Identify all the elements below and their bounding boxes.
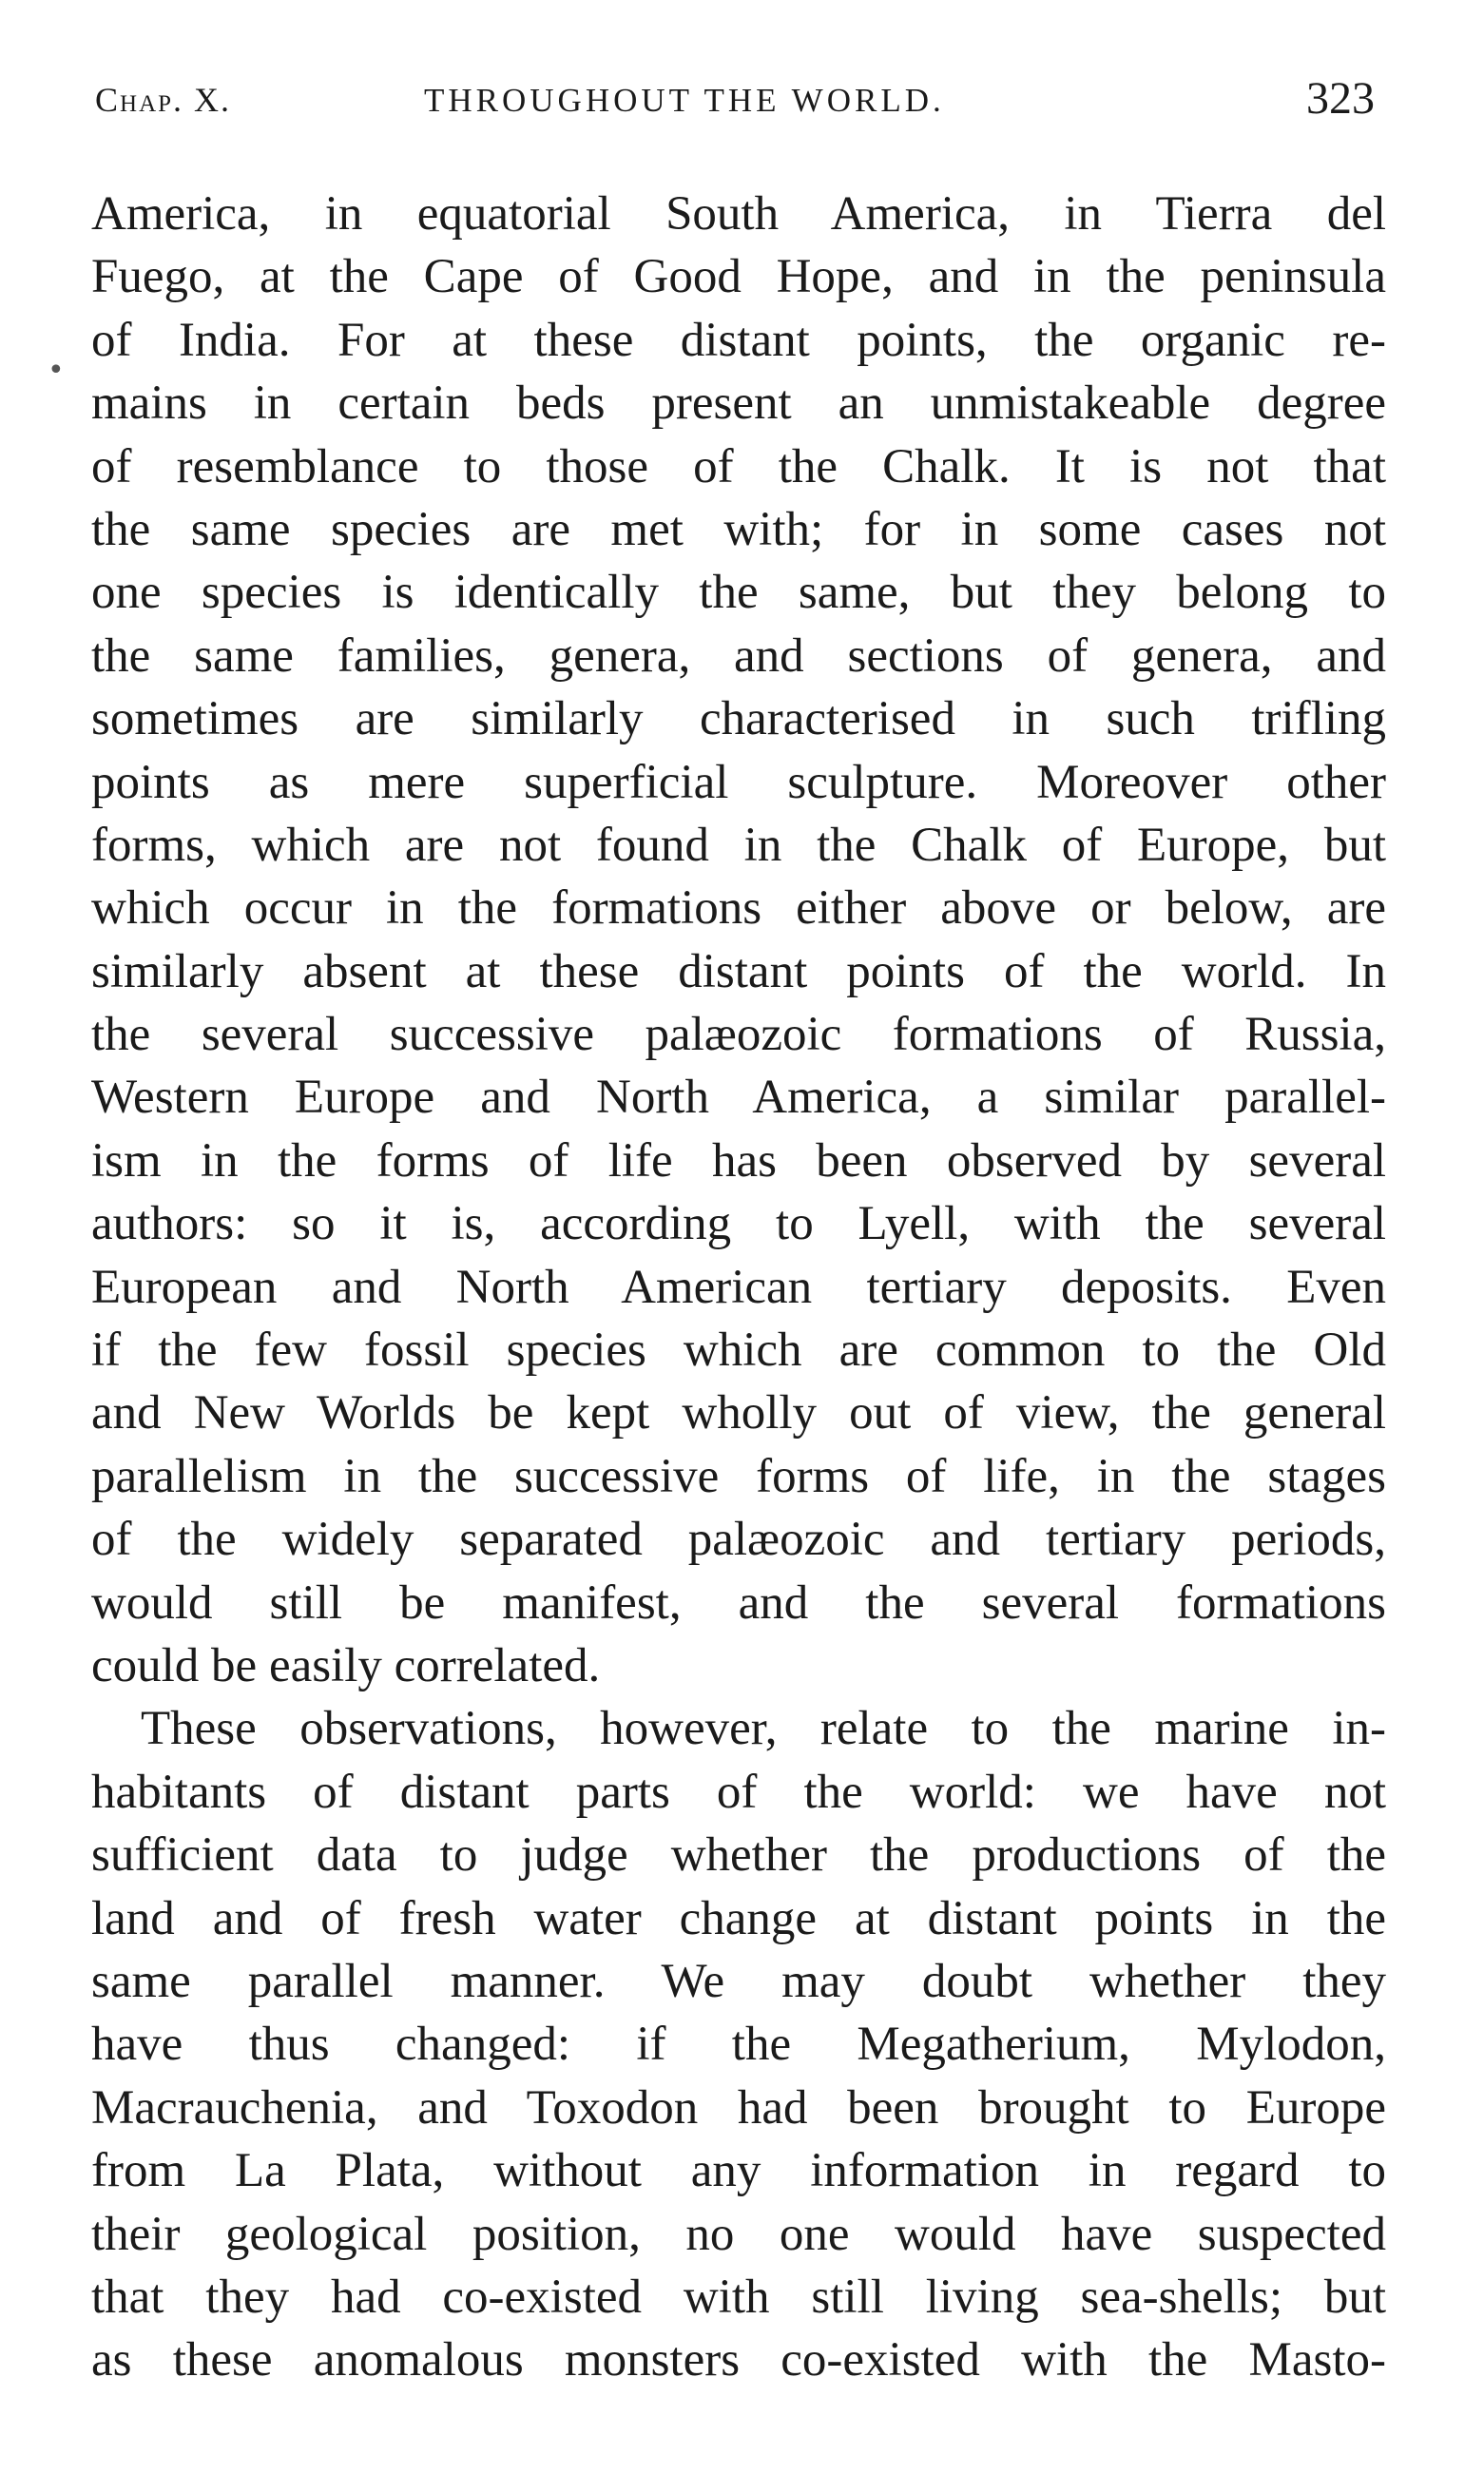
text-line: land and of fresh water change at distant points in the bbox=[91, 1891, 1386, 1945]
text-line: as these anomalous monsters co-existed with the Masto- bbox=[91, 2333, 1386, 2387]
text-line: their geological position, no one would have suspected bbox=[91, 2207, 1386, 2261]
text-line: which occur in the formations either above or below, are bbox=[91, 881, 1386, 936]
body-text bbox=[91, 183, 1386, 2392]
text-line: ism in the forms of life has been observed by several bbox=[91, 1133, 1386, 1188]
text-line: would still be manifest, and the several formations bbox=[91, 1575, 1386, 1630]
text-line: sometimes are similarly characterised in such trifling bbox=[91, 692, 1386, 746]
text-line: of the widely separated palæozoic and tertiary periods, bbox=[91, 1513, 1386, 1567]
text-line: mains in certain beds present an unmistakeable degree bbox=[91, 377, 1386, 431]
text-line: from La Plata, without any information in regard to bbox=[91, 2144, 1386, 2198]
text-line: same parallel manner. We may doubt whether they bbox=[91, 1954, 1386, 2008]
text-line: Macrauchenia, and Toxodon had been brought to Europe bbox=[91, 2080, 1386, 2135]
margin-mark: • bbox=[48, 354, 65, 387]
text-line: of India. For at these distant points, the organic re- bbox=[91, 313, 1386, 367]
text-line: These observations, however, relate to the marine in- bbox=[141, 1702, 1386, 1756]
text-line: the several successive palæozoic formations of Russia, bbox=[91, 1008, 1386, 1062]
text-line: sufficient data to judge whether the productions of the bbox=[91, 1828, 1386, 1883]
text-line: forms, which are not found in the Chalk of Europe, but bbox=[91, 818, 1386, 872]
running-title: THROUGHOUT THE WORLD. bbox=[424, 82, 945, 119]
text-line: and New Worlds be kept wholly out of view, the general bbox=[91, 1386, 1386, 1440]
text-line: of resemblance to those of the Chalk. It is not that bbox=[91, 439, 1386, 493]
text-line: similarly absent at these distant points of the world. In bbox=[91, 944, 1386, 998]
text-line: Fuego, at the Cape of Good Hope, and in the peninsula bbox=[91, 250, 1386, 304]
paragraph-2 bbox=[91, 1697, 1386, 2391]
text-line: could be easily correlated. bbox=[91, 1638, 601, 1692]
text-line: if the few fossil species which are common to the Old bbox=[91, 1324, 1386, 1378]
text-line: parallelism in the successive forms of life, in the stages bbox=[91, 1449, 1386, 1503]
text-line: points as mere superficial sculpture. Moreover other bbox=[91, 755, 1386, 809]
text-line: that they had co-existed with still living sea-shells; but bbox=[91, 2270, 1386, 2324]
running-head bbox=[91, 68, 1386, 135]
paragraph-1 bbox=[91, 183, 1386, 1697]
text-line: authors: so it is, according to Lyell, with the several bbox=[91, 1197, 1386, 1251]
text-line: habitants of distant parts of the world: we have not bbox=[91, 1765, 1386, 1819]
chapter-label: Chap. X. bbox=[95, 81, 232, 119]
text-line: European and North American tertiary deposits. Even bbox=[91, 1260, 1386, 1314]
page-number: 323 bbox=[1306, 73, 1375, 124]
text-line: have thus changed: if the Megatherium, Mylodon, bbox=[91, 2018, 1386, 2072]
text-line: the same families, genera, and sections of genera, and bbox=[91, 628, 1386, 683]
text-line: the same species are met with; for in some cases not bbox=[91, 502, 1386, 556]
text-line: one species is identically the same, but they belong to bbox=[91, 566, 1386, 620]
text-line: America, in equatorial South America, in Tierra del bbox=[91, 187, 1386, 241]
text-line: Western Europe and North America, a similar parallel- bbox=[91, 1071, 1386, 1125]
